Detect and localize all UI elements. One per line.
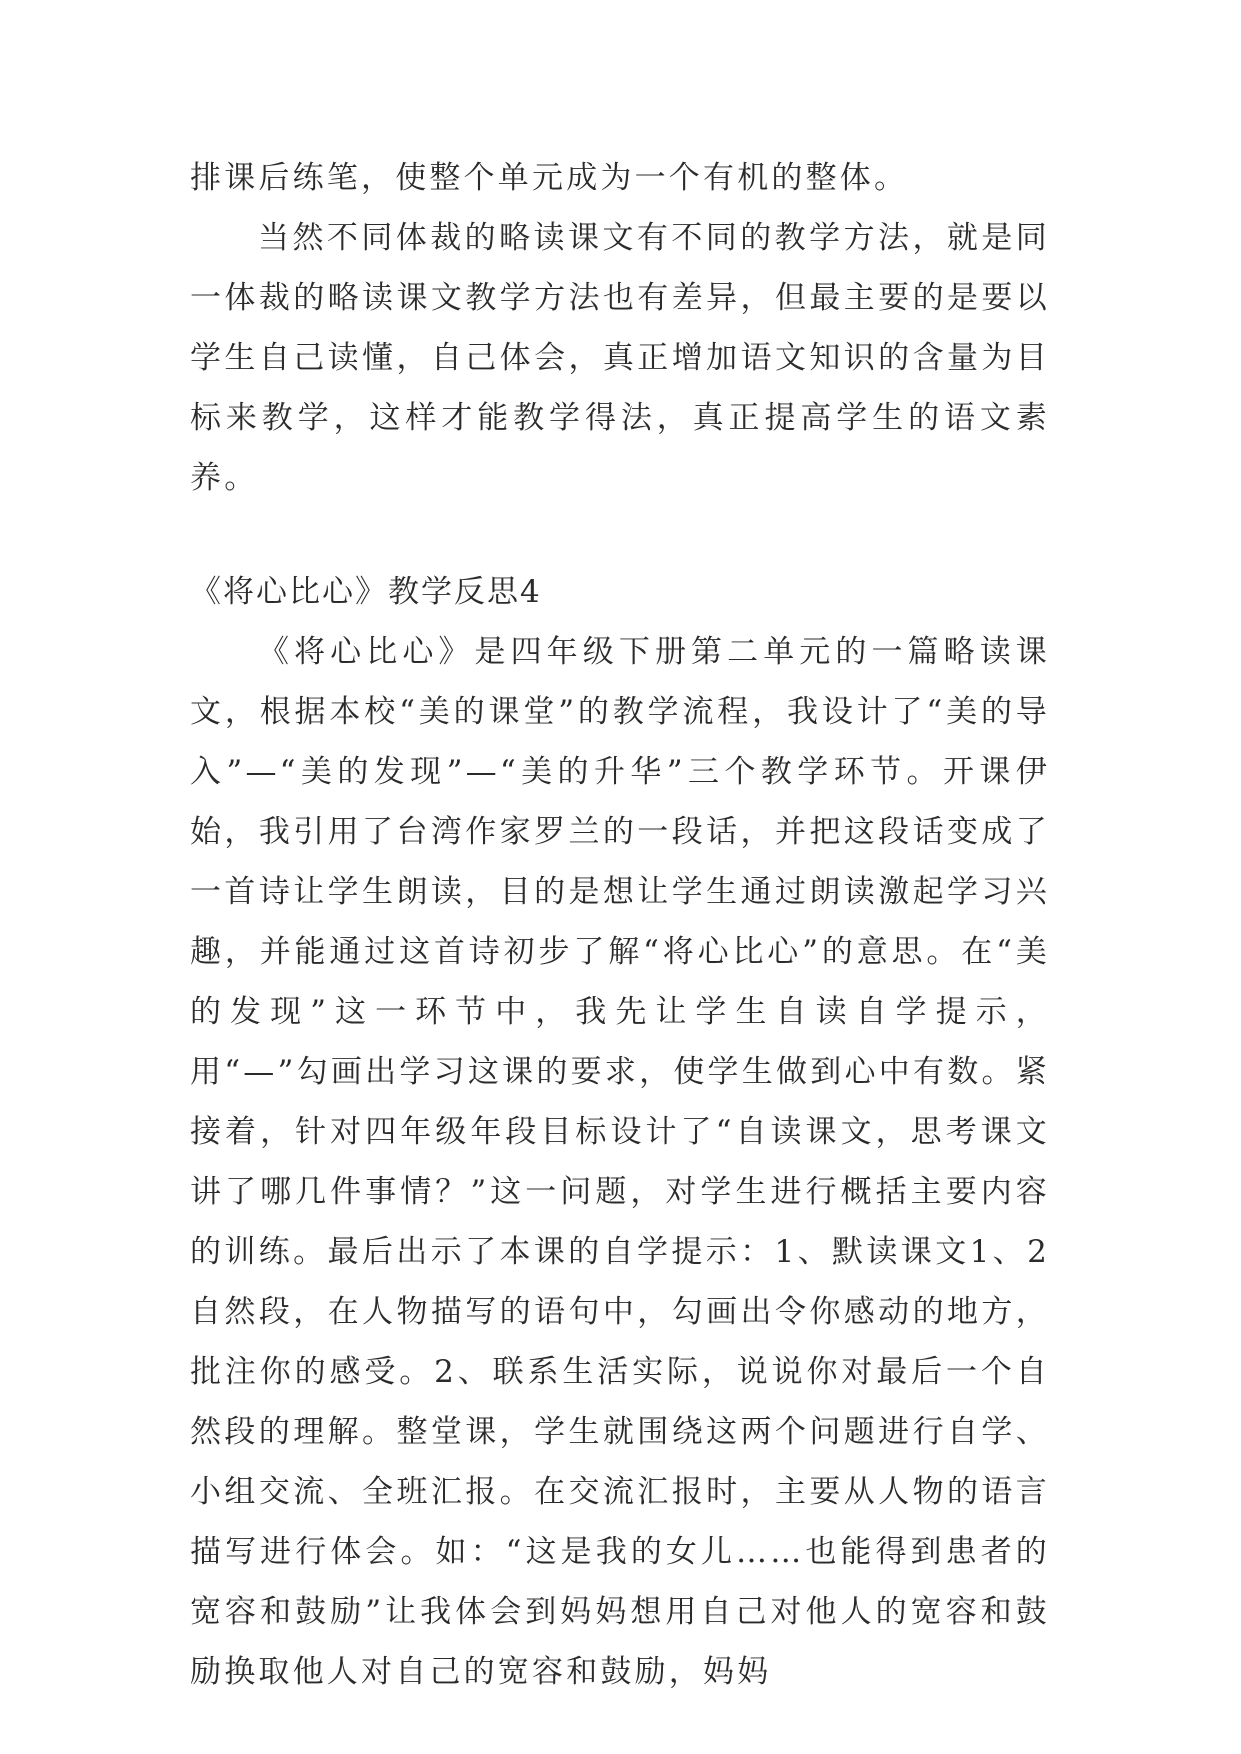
paragraph-reflection: 《将心比心》是四年级下册第二单元的一篇略读课文，根据本校“美的课堂”的教学流程，我设计了“美的导入”—“美的发现”—“美的升华”三个教学环节。开课伊始，我引用了台湾作家罗兰的一段话，并把这段话变成了一首诗让学生朗读，目的是想让学生通过朗读激起学习兴趣，并能通过这首诗初步了解“将心比心”的意思。在“美的发现”这一环节中，我先让学生自读自学提示，用“—”勾画出学习这课的要求，使学生做到心中有数。紧接着，针对四年级年段目标设计了“自读课文，思考课文讲了哪几件事情？”这一问题，对学生进行概括主要内容的训练。最后出示了本课的自学提示：1、默读课文1、2自然段，在人物描写的语句中，勾画出令你感动的地方，批注你的感受。2、联系生活实际，说说你对最后一个自然段的理解。整堂课，学生就围绕这两个问题进行自学、小组交流、全班汇报。在交流汇报时，主要从人物的语言描写进行体会。如：“这是我的女儿……也能得到患者的宽容和鼓励”让我体会到妈妈想用自己对他人的宽容和鼓励换取他人对自己的宽容和鼓励，妈妈 [190,634,1050,1690]
document-page [190,148,1050,1702]
section-title: 《将心比心》教学反思4 [190,574,542,610]
paragraph-teaching-methods: 当然不同体裁的略读课文有不同的教学方法，就是同一体裁的略读课文教学方法也有差异，但最主要的是要以学生自己读懂，自己体会，真正增加语文知识的含量为目标来教学，这样才能教学得法，真正提高学生的语文素养。 [190,220,1050,496]
paragraph-continued: 排课后练笔，使整个单元成为一个有机的整体。 [190,160,909,196]
section-spacer [190,508,1050,562]
